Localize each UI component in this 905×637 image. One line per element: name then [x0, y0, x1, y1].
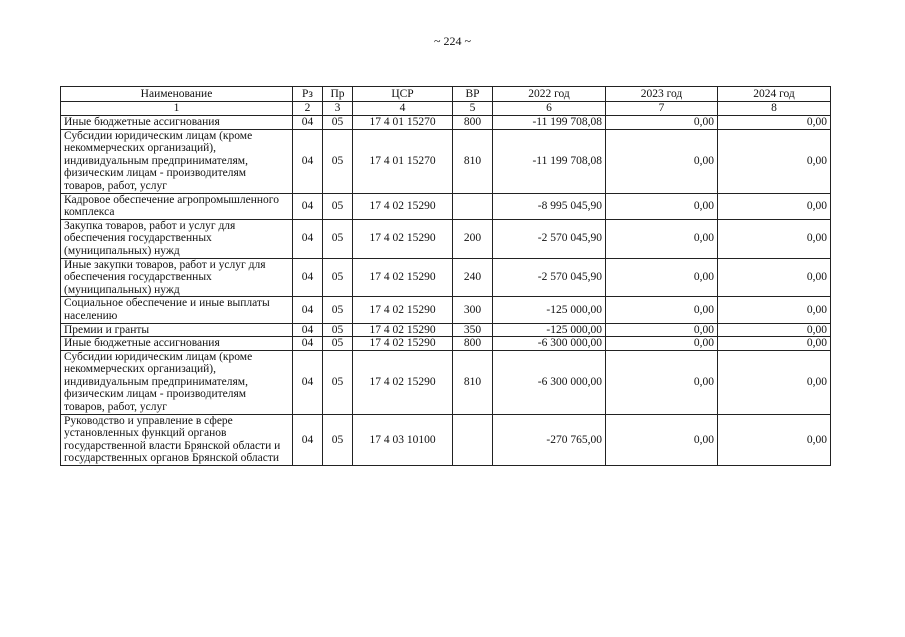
row-amount-2023: 0,00: [606, 350, 718, 414]
table-row: [61, 258, 831, 297]
row-name: Кадровое обеспечение агропромышленного комплекса: [61, 193, 293, 219]
row-csr: 17 4 02 15290: [353, 193, 453, 219]
column-number: 2: [293, 102, 323, 116]
row-pr: 05: [323, 297, 353, 323]
row-amount-2023: 0,00: [606, 116, 718, 130]
row-rz: 04: [293, 337, 323, 351]
row-amount-2024: 0,00: [718, 258, 831, 297]
row-amount-2022: -11 199 708,08: [493, 129, 606, 193]
column-number: 5: [453, 102, 493, 116]
header-row: [61, 87, 831, 102]
row-pr: 05: [323, 337, 353, 351]
budget-table: [60, 86, 831, 466]
row-amount-2022: -11 199 708,08: [493, 116, 606, 130]
row-amount-2022: -2 570 045,90: [493, 219, 606, 258]
table-row: [61, 129, 831, 193]
row-amount-2023: 0,00: [606, 337, 718, 351]
header-rz: Рз: [293, 87, 323, 102]
row-vr: 800: [453, 116, 493, 130]
row-rz: 04: [293, 297, 323, 323]
column-number: 3: [323, 102, 353, 116]
row-csr: 17 4 01 15270: [353, 129, 453, 193]
row-csr: 17 4 01 15270: [353, 116, 453, 130]
column-number: 7: [606, 102, 718, 116]
row-amount-2022: -8 995 045,90: [493, 193, 606, 219]
row-amount-2024: 0,00: [718, 129, 831, 193]
header-csr: ЦСР: [353, 87, 453, 102]
row-vr: [453, 414, 493, 465]
column-number-row: [61, 102, 831, 116]
row-csr: 17 4 02 15290: [353, 297, 453, 323]
header-2024: 2024 год: [718, 87, 831, 102]
row-vr: 200: [453, 219, 493, 258]
row-pr: 05: [323, 129, 353, 193]
row-amount-2024: 0,00: [718, 350, 831, 414]
row-name: Премии и гранты: [61, 323, 293, 337]
row-amount-2023: 0,00: [606, 323, 718, 337]
row-vr: 350: [453, 323, 493, 337]
row-rz: 04: [293, 219, 323, 258]
row-name: Руководство и управление в сфере установленных функций органов государственной власти Брянской области и государственных органов Брянской области: [61, 414, 293, 465]
row-pr: 05: [323, 414, 353, 465]
row-rz: 04: [293, 323, 323, 337]
row-name: Субсидии юридическим лицам (кроме некоммерческих организаций), индивидуальным предпринимателям, физическим лицам - производителям товаров, работ, услуг: [61, 350, 293, 414]
row-name: Иные бюджетные ассигнования: [61, 116, 293, 130]
row-csr: 17 4 02 15290: [353, 350, 453, 414]
table-row: [61, 350, 831, 414]
row-rz: 04: [293, 258, 323, 297]
header-name: Наименование: [61, 87, 293, 102]
row-csr: 17 4 02 15290: [353, 258, 453, 297]
table-row: [61, 337, 831, 351]
row-amount-2024: 0,00: [718, 116, 831, 130]
row-rz: 04: [293, 129, 323, 193]
row-name: Закупка товаров, работ и услуг для обеспечения государственных (муниципальных) нужд: [61, 219, 293, 258]
table-row: [61, 219, 831, 258]
header-2023: 2023 год: [606, 87, 718, 102]
page-number: ~ 224 ~: [434, 34, 471, 48]
row-amount-2023: 0,00: [606, 193, 718, 219]
row-rz: 04: [293, 350, 323, 414]
row-pr: 05: [323, 219, 353, 258]
table-row: [61, 116, 831, 130]
row-name: Иные закупки товаров, работ и услуг для обеспечения государственных (муниципальных) нужд: [61, 258, 293, 297]
column-number: 4: [353, 102, 453, 116]
row-pr: 05: [323, 350, 353, 414]
row-amount-2023: 0,00: [606, 129, 718, 193]
row-amount-2022: -270 765,00: [493, 414, 606, 465]
row-name: Субсидии юридическим лицам (кроме некоммерческих организаций), индивидуальным предпринимателям, физическим лицам - производителям товаров, работ, услуг: [61, 129, 293, 193]
column-number: 8: [718, 102, 831, 116]
table-row: [61, 323, 831, 337]
row-vr: 810: [453, 350, 493, 414]
row-vr: 300: [453, 297, 493, 323]
row-amount-2022: -6 300 000,00: [493, 337, 606, 351]
header-vr: ВР: [453, 87, 493, 102]
column-number: 1: [61, 102, 293, 116]
row-amount-2024: 0,00: [718, 323, 831, 337]
row-csr: 17 4 02 15290: [353, 219, 453, 258]
row-amount-2023: 0,00: [606, 414, 718, 465]
row-pr: 05: [323, 258, 353, 297]
row-amount-2022: -125 000,00: [493, 297, 606, 323]
row-rz: 04: [293, 193, 323, 219]
row-amount-2023: 0,00: [606, 258, 718, 297]
table-row: [61, 414, 831, 465]
row-amount-2024: 0,00: [718, 297, 831, 323]
table-row: [61, 297, 831, 323]
row-amount-2024: 0,00: [718, 337, 831, 351]
row-vr: [453, 193, 493, 219]
row-amount-2024: 0,00: [718, 219, 831, 258]
row-rz: 04: [293, 116, 323, 130]
row-vr: 800: [453, 337, 493, 351]
row-amount-2022: -2 570 045,90: [493, 258, 606, 297]
header-2022: 2022 год: [493, 87, 606, 102]
row-amount-2023: 0,00: [606, 219, 718, 258]
row-amount-2023: 0,00: [606, 297, 718, 323]
row-vr: 240: [453, 258, 493, 297]
row-amount-2022: -6 300 000,00: [493, 350, 606, 414]
row-pr: 05: [323, 193, 353, 219]
row-amount-2022: -125 000,00: [493, 323, 606, 337]
row-pr: 05: [323, 323, 353, 337]
header-pr: Пр: [323, 87, 353, 102]
column-number: 6: [493, 102, 606, 116]
row-csr: 17 4 03 10100: [353, 414, 453, 465]
row-name: Иные бюджетные ассигнования: [61, 337, 293, 351]
row-vr: 810: [453, 129, 493, 193]
row-rz: 04: [293, 414, 323, 465]
row-csr: 17 4 02 15290: [353, 323, 453, 337]
row-amount-2024: 0,00: [718, 414, 831, 465]
row-pr: 05: [323, 116, 353, 130]
row-csr: 17 4 02 15290: [353, 337, 453, 351]
row-amount-2024: 0,00: [718, 193, 831, 219]
row-name: Социальное обеспечение и иные выплаты населению: [61, 297, 293, 323]
table-row: [61, 193, 831, 219]
